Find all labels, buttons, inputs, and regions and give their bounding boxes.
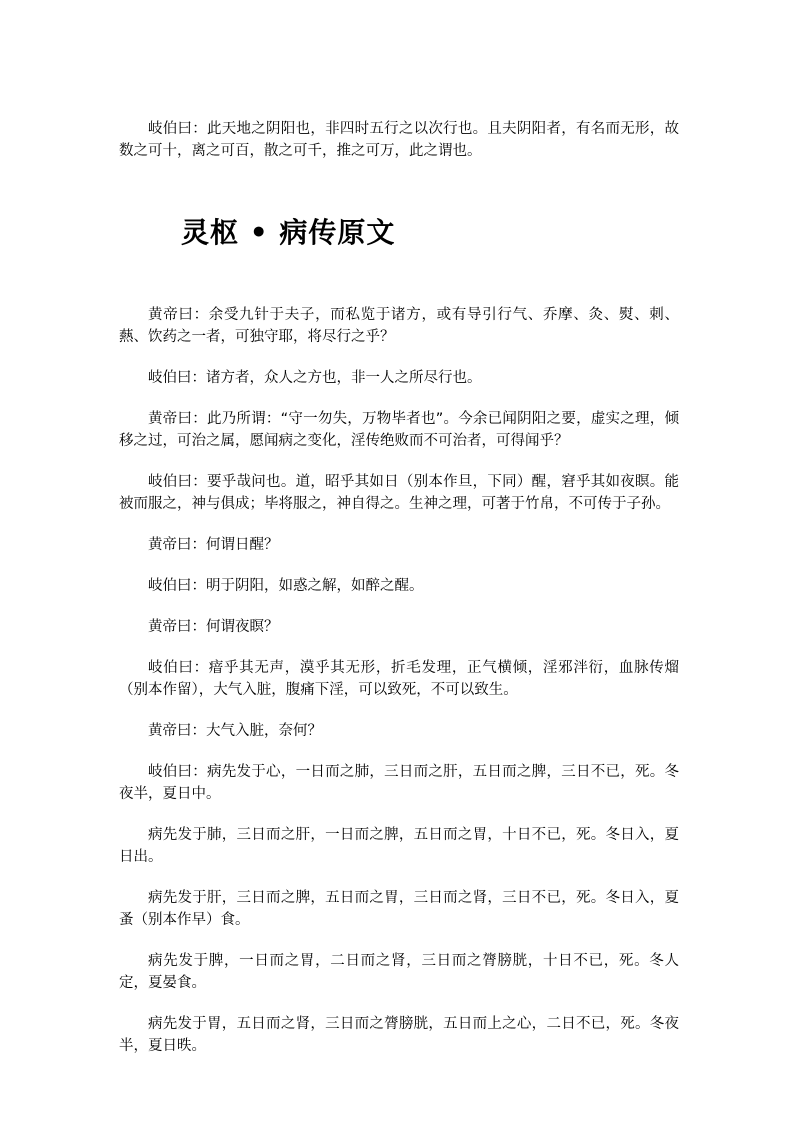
document-page [119, 118, 679, 1057]
intro-paragraph: 岐伯曰：此天地之阴阳也，非四时五行之以次行也。且夫阴阳者，有名而无形，故数之可十，离之可百，散之可千，推之可万，此之谓也。 [119, 121, 679, 159]
paragraph-10: 岐伯曰：病先发于心，一日而之肺，三日而之肝，五日而之脾，三日不已，死。冬夜半，夏日中。 [119, 764, 679, 802]
paragraph-1: 黄帝曰：余受九针于夫子，而私览于诸方，或有导引行气、乔摩、灸、熨、刺、爇、饮药之一者，可独守耶，将尽行之乎？ [119, 307, 679, 345]
paragraph-12: 病先发于肝，三日而之脾，五日而之胃，三日而之肾，三日不已，死。冬日入，夏蚤（别本作早）食。 [119, 890, 679, 928]
section-title: 灵枢 • 病传原文 [181, 216, 396, 249]
paragraph-14: 病先发于胃，五日而之肾，三日而之膂膀胱，五日而上之心，二日不已，死。冬夜半，夏日昳。 [119, 1016, 679, 1054]
paragraph-13: 病先发于脾，一日而之胃，二日而之肾，三日而之膂膀胱，十日不已，死。冬人定，夏晏食。 [119, 953, 679, 991]
paragraph-8: 岐伯曰：瘖乎其无声，漠乎其无形，折毛发理，正气横倾，淫邪泮衍，血脉传熘（别本作留），大气入脏，腹痛下淫，可以致死，不可以致生。 [119, 660, 679, 698]
paragraph-2: 岐伯曰：诸方者，众人之方也，非一人之所尽行也。 [148, 370, 482, 386]
paragraph-6: 岐伯曰：明于阴阳，如惑之解，如醉之醒。 [148, 578, 424, 594]
paragraph-11: 病先发于肺，三日而之肝，一日而之脾，五日而之胃，十日不已，死。冬日入，夏日出。 [119, 827, 679, 865]
paragraph-4: 岐伯曰：要乎哉问也。道，昭乎其如日（别本作旦，下同）醒，窘乎其如夜瞑。能被而服之，神与俱成；毕将服之，神自得之。生神之理，可著于竹帛，不可传于子孙。 [119, 474, 679, 512]
paragraph-3: 黄帝曰：此乃所谓：“守一勿失，万物毕者也”。今余已闻阴阳之要，虚实之理，倾移之过，可治之属，愿闻病之变化，淫传绝败而不可治者，可得闻乎？ [119, 411, 679, 449]
paragraph-7: 黄帝曰：何谓夜瞑？ [148, 619, 279, 635]
paragraph-5: 黄帝曰：何谓日醒？ [148, 537, 279, 553]
paragraph-9: 黄帝曰：大气入脏，奈何？ [148, 723, 322, 739]
